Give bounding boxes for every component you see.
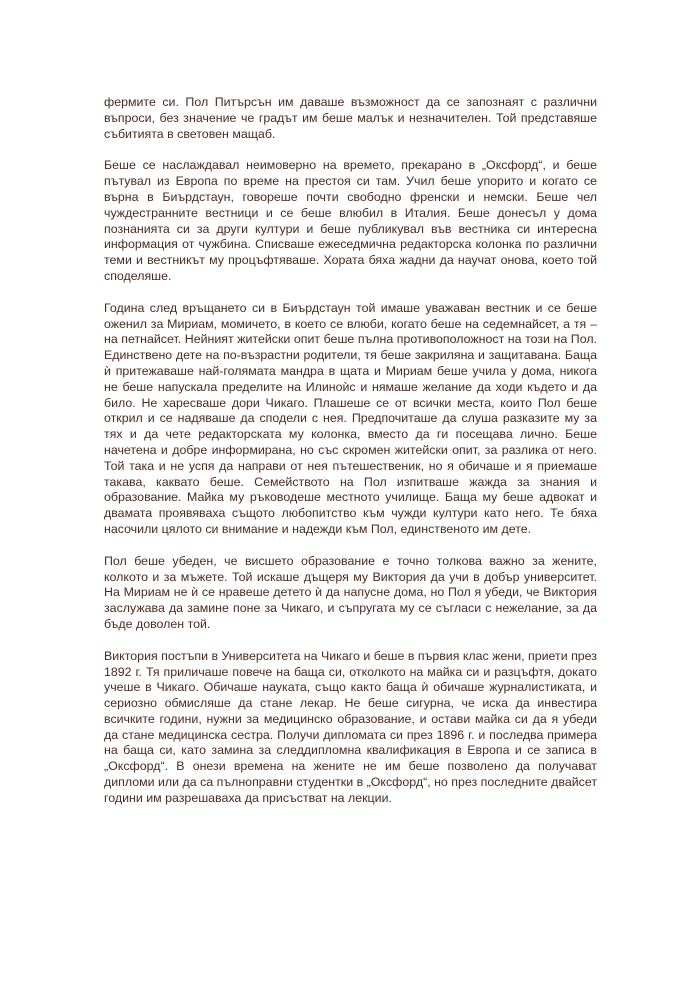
paragraph-4: Пол беше убеден, че висшето образование е точно толкова важно за жените, колкото и за мъжете. Той искаше дъщеря му Виктория да учи в добър университет. На Мириам не ѝ се нравеше детето ѝ да напусне дома, но Пол я убеди, че Виктория заслужава да замине поне за Чикаго, и съпругата му се съгласи с нежелание, за да бъде доволен той. bbox=[104, 553, 597, 631]
document-page bbox=[104, 95, 597, 807]
paragraph-3: Година след връщането си в Биърдстаун той имаше уважаван вестник и се беше оженил за Мириам, момичето, в което се влюби, когато беше на седемнайсет, а тя – на петнайсет. Нейният житейски опит беше пълна противоположност на този на Пол. Единствено дете на по-възрастни родители, тя беше закриляна и защитавана. Баща ѝ притежаваше най-голямата мандра в щата и Мириам беше учила у дома, никога не беше напускала пределите на Илиноѝс и нямаше желание да ходи където и да било. Не харесваше дори Чикаго. Плашеше се от всички места, които Пол беше открил и се надяваше да сподели с нея. Предпочиташе да слуша разказите му за тях и да чете редакторската му колонка, вместо да ги посещава лично. Беше начетена и добре информирана, но със скромен житейски опит, за разлика от него. Той така и не успя да направи от нея пътешественик, но я обичаше и я приемаше такава, каквато беше. Семейството на Пол изпитваше жажда за знания и образование. Майка му ръководеше местното училище. Баща му беше адвокат и двамата проявяваха същото любопитство към чужди култури като него. Те бяха насочили цялото си внимание и надежди към Пол, единственото им дете. bbox=[104, 300, 597, 536]
paragraph-5: Виктория постъпи в Университета на Чикаго и беше в първия клас жени, приети през 1892 г. Тя приличаше повече на баща си, отколкото на майка си и разцъфтя, докато учеше в Чикаго. Обичаше науката, също както баща ѝ обичаше журналистиката, и сериозно обмисляше да стане лекар. Не беше сигурна, че иска да инвестира всичките години, нужни за медицинско образование, и остави майка си да я убеди да стане медицинска сестра. Получи дипломата си през 1896 г. и последва примера на баща си, като замина за следдипломна квалификация в Европа и се записа в „Оксфорд“. В онези времена на жените не им беше позволено да получават дипломи или да са пълноправни студентки в „Оксфорд“, но през последните двайсет години им разрешаваха да присъстват на лекции. bbox=[104, 648, 597, 805]
paragraph-1: фермите си. Пол Питърсън им даваше възможност да се запознаят с различни въпроси, без значение че градът им беше малък и незначителен. Той представяше събитията в световен мащаб. bbox=[104, 95, 597, 141]
paragraph-2: Беше се наслаждавал неимоверно на времето, прекарано в „Оксфорд“, и беше пътувал из Европа по време на престоя си там. Учил беше упорито и когато се върна в Биърдстаун, говореше почти свободно френски и немски. Беше чел чуждестранните вестници и се беше влюбил в Италия. Беше донесъл у дома познанията си за други култури и беше публикувал във вестника си интересна информация от чужбина. Списваше ежеседмична редакторска колонка по различни теми и вестникът му процъфтяваше. Хората бяха жадни да научат онова, което той споделяше. bbox=[104, 158, 597, 283]
